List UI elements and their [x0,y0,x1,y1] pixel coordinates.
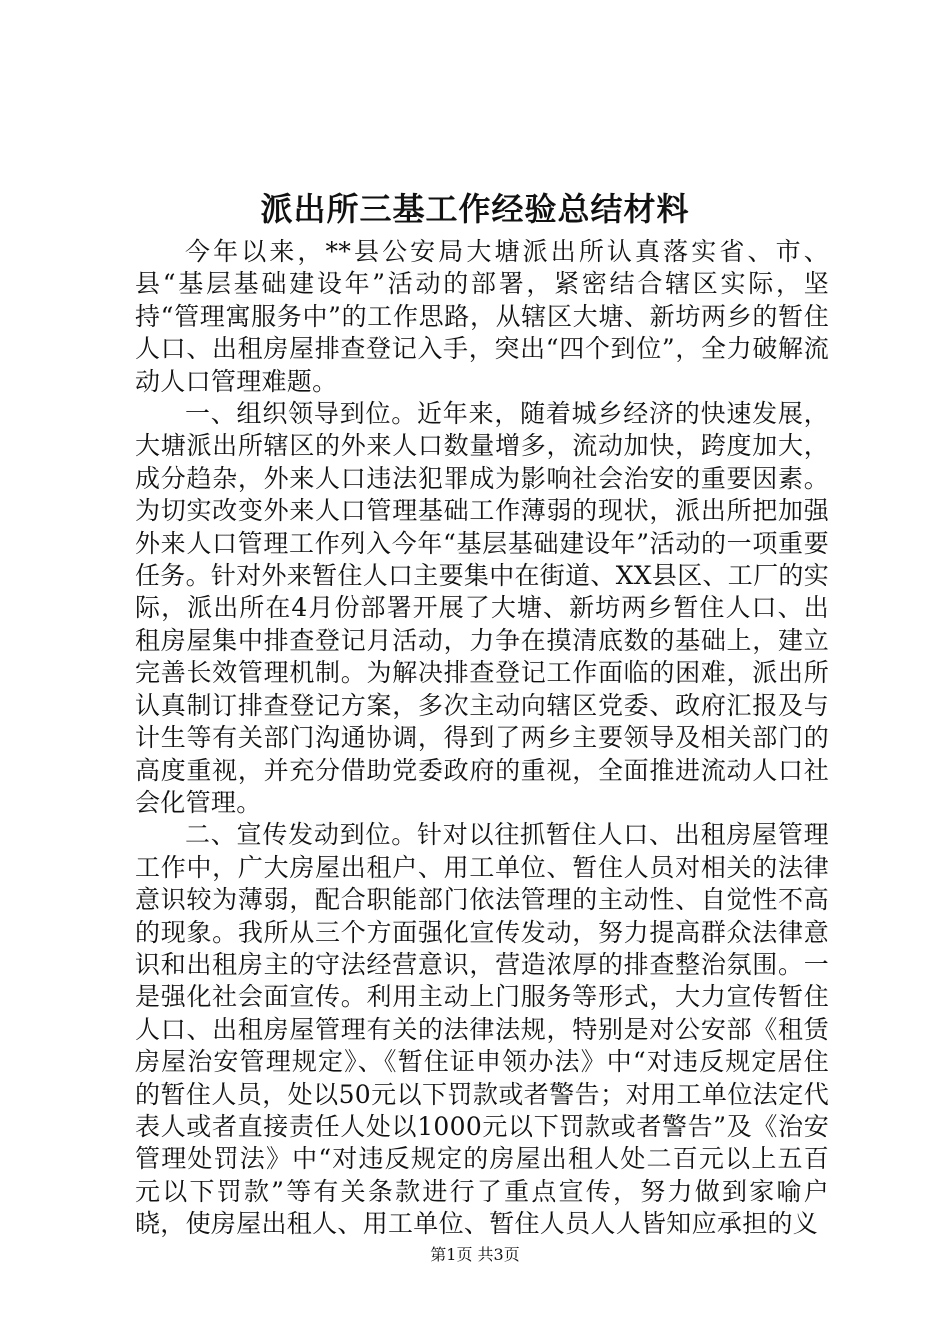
paragraph-intro: 今年以来，**县公安局大塘派出所认真落实省、市、县“基层基础建设年”活动的部署，紧密结合辖区实际，坚持“管理寓服务中”的工作思路，从辖区大塘、新坊两乡的暂住人口、出租房屋排查登记入手，突出“四个到位”，全力破解流动人口管理难题。 [135,237,829,396]
document-title: 派出所三基工作经验总结材料 [260,190,690,228]
paragraph-organization-leadership: 一、组织领导到位。近年来，随着城乡经济的快速发展，大塘派出所辖区的外来人口数量增多，流动加快，跨度加大，成分趋杂，外来人口违法犯罪成为影响社会治安的重要因素。为切实改变外来人口管理基础工作薄弱的现状，派出所把加强外来人口管理工作列入今年“基层基础建设年”活动的一项重要任务。针对外来暂住人口主要集中在街道、XX县区、工厂的实际，派出所在4月份部署开展了大塘、新坊两乡暂住人口、出租房屋集中排查登记月活动，力争在摸清底数的基础上，建立完善长效管理机制。为解决排查登记工作面临的困难，派出所认真制订排查登记方案，多次主动向辖区党委、政府汇报及与计生等有关部门沟通协调，得到了两乡主要领导及相关部门的高度重视，并充分借助党委政府的重视，全面推进流动人口社会化管理。 [135,399,829,817]
document-body [135,236,829,1241]
page-footer: 第1页 共3页 [430,1245,520,1264]
paragraph-publicity-mobilization: 二、宣传发动到位。针对以往抓暂住人口、出租房屋管理工作中，广大房屋出租户、用工单位、暂住人员对相关的法律意识较为薄弱，配合职能部门依法管理的主动性、自觉性不高的现象。我所从三个方面强化宣传发动，努力提高群众法律意识和出租房主的守法经营意识，营造浓厚的排查整治氛围。一是强化社会面宣传。利用主动上门服务等形式，大力宣传暂住人口、出租房屋管理有关的法律法规，特别是对公安部《租赁房屋治安管理规定》、《暂住证申领办法》中“对违反规定居住的暂住人员，处以50元以下罚款或者警告；对用工单位法定代表人或者直接责任人处以1000元以下罚款或者警告”及《治安管理处罚法》中“对违反规定的房屋出租人处二百元以上五百元以下罚款”等有关条款进行了重点宣传，努力做到家喻户晓，使房屋出租人、用工单位、暂住人员人人皆知应承担的义 [135,820,829,1239]
